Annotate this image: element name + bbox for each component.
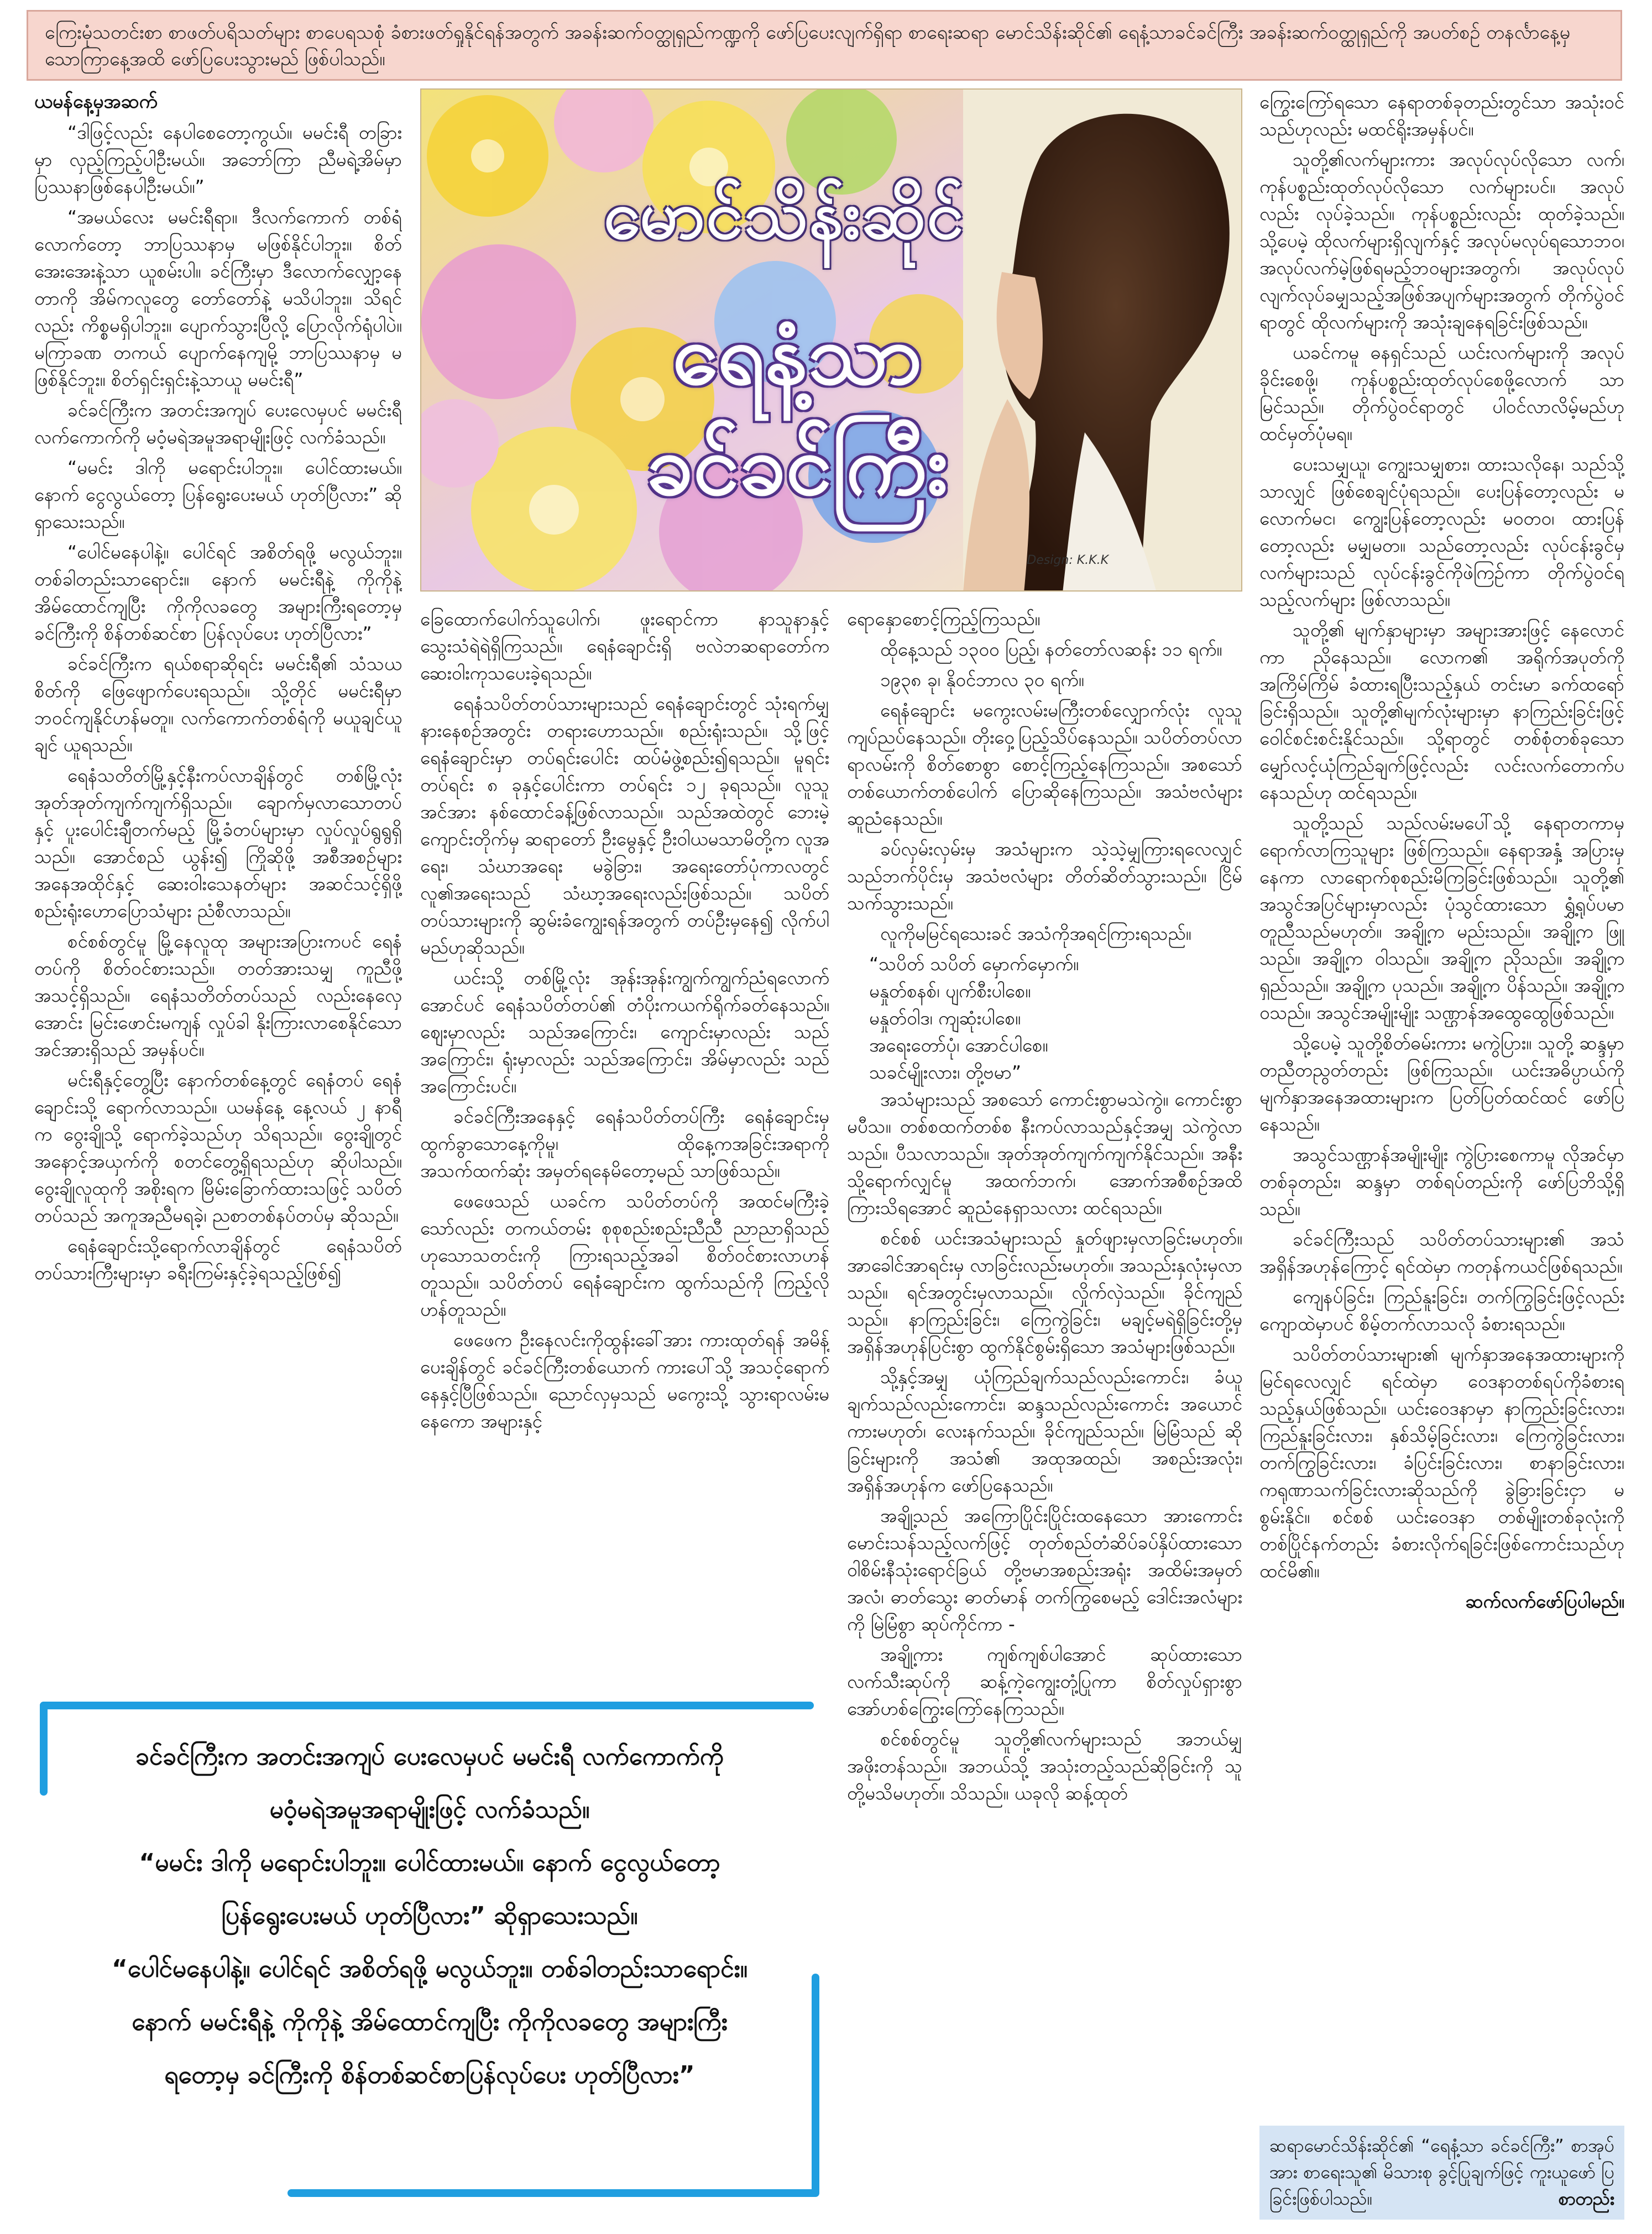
paragraph: သို့ပေမဲ့ သူတို့စိတ်ဓမ်းကား မကွဲပြား။ သူတို့ ဆန္ဒမှာ တညီတညွတ်တည်း ဖြစ်ကြသည်။ ယင်းအဓိပ္ပာယ်ကို မျက်နှာအနေအထားများက ပြတ်ပြတ်ထင်ထင် ဖော်ပြနေသည်။ <box>1259 1032 1624 1135</box>
paragraph: ထိုနေ့သည် ၁၃၀၀ ပြည့်၊ နတ်တော်လဆန်း ၁၁ ရက်။ <box>880 639 1222 660</box>
pullquote-line: “ပေါင်မနေပါနဲ့။ ပေါင်ရင် အစိတ်ရဖို့ မလွယ်ဘူး။ တစ်ခါတည်းသာရောင်း။ <box>111 1955 748 1983</box>
pullquote-line: ခင်ခင်ကြီးက အတင်းအကျပ် ပေးလေမှပင် မမင်းရီ လက်ကောက်ကို <box>135 1743 724 1771</box>
paragraph: ဖေဖေသည် ယခင်က သပိတ်တပ်ကို အထင်မကြီးခဲ့သော်လည်း တကယ်တမ်း စုစုစည်းစည်းညီညီ ညာညာရှိသည်ဟုသောသတင်းကို ကြားရသည့်အခါ စိတ်ဝင်စားလာဟန်တူသည်။ သပိတ်တပ် ရေနံချောင်းက ထွက်သည်ကို ကြည့်လိုဟန်တူသည်။ <box>420 1190 829 1320</box>
pull-quote <box>40 1708 819 2195</box>
to-be-continued: ဆက်လက်ဖော်ပြပါမည်။ <box>1465 1591 1624 1612</box>
permission-credit-box <box>1259 2126 1624 2220</box>
story-title-line: ရေနံ့သာ <box>672 307 922 403</box>
paragraph: အချို့ကား ကျစ်ကျစ်ပါအောင် ဆုပ်ထားသော လက်သီးဆုပ်ကို ဆန့်ကဲ့ကျွေးတုံ့ပြုကာ စိတ်လှုပ်ရှားစွာ အော်ဟစ်ကြွေးကြော်နေကြသည်။ <box>847 1644 1242 1719</box>
slogan-line: မနှုတ်ဝါဒ၊ ကျဆုံးပါစေ။ <box>869 1007 1021 1029</box>
pullquote-line: ရတော့မှ ခင်ကြီးကို စိန်တစ်ဆင်စာပြန်လုပ်ပေး ဟုတ်ပြီလား” <box>164 2061 695 2089</box>
paragraph: ရေနံသပိတ်တပ်သားများသည် ရေနံချောင်းတွင် သုံးရက်မျှ နားနေစဉ်အတွင်း တရားဟောသည်။ စည်းရုံးသည်။ သို့ဖြင့် ရေနံချောင်းမှာ တပ်ရင်းပေါင်း ထပ်မံဖွဲ့စည်း၍ရသည်။ မူရင်းတပ်ရင်း ၈ ခုနှင့်ပေါင်းကာ တပ်ရင်း ၁၂ ခုရသည်။ လူသူအင်အား နစ်ထောင်ခန့်ဖြစ်လာသည်။ သည်အထဲတွင် ဘေးမဲ့ကျောင်းတိုက်မှ ဆရာတော် ဦးမွေနှင့် ဦးဝါယမသာမိတို့က လူအရေး၊ သံဃာအရေး မခွဲခြား၊ အရေးတော်ပုံကာလတွင် လူ၏အရေးသည် သံဃာ့အရေးလည်းဖြစ်သည်။ သပိတ်တပ်သားများကို ဆွမ်းခံကျွေးရန်အတွက် တပ်ဦးမှနေ၍ လိုက်ပါမည်ဟုဆိုသည်။ <box>420 693 829 958</box>
paragraph: သို့နှင့်အမျှ ယုံကြည်ချက်သည်လည်းကောင်း၊ ခံယူချက်သည်လည်းကောင်း၊ ဆန္ဒသည်လည်းကောင်း အယောင်ကားမဟုတ်၊ လေးနက်သည်။ ခိုင်ကျည်သည်။ မြဲမြံသည် ဆိုခြင်းများကို အသံ၏ အထုအထည်၊ အစည်းအလုံး၊ အရှိန်အဟုန်က ဖော်ပြနေသည်။ <box>847 1366 1242 1496</box>
paragraph: ကျေနပ်ခြင်း၊ ကြည်နူးခြင်း၊ တက်ကြွခြင်းဖြင့်လည်း ကျောထဲမှာပင် စိမ့်တက်လာသလို ခံစားရသည်။ <box>1259 1286 1624 1335</box>
slogan-line: သခင်မျိုးလား၊ တို့ဗမာ” <box>869 1061 1022 1083</box>
paragraph: သူတို့၏ မျက်နှာများမှာ အများအားဖြင့် နေလောင်ကာ ညိုနေသည်။ လောက၏ အရိုက်အပုတ်ကို အကြိမ်ကြိမ် ခံထားရပြီးသည့်နှယ် တင်းမာ ခက်ထရော်ခြင်းရှိသည်။ သူတို့၏မျက်လုံးများမှာ နာကြည်းခြင်းဖြင့် ဝေါင်စင်းစင်းနိုင်သည်။ သို့ရာတွင် တစ်စုံတစ်ခုသော မျှော်လင့်ယုံကြည်ချက်ဖြင့်လည်း လင်းလက်တောက်ပနေသည်ဟု ထင်ရသည်။ <box>1259 619 1624 803</box>
paragraph: မင်းရီနှင့်တွေ့ပြီး နောက်တစ်နေ့တွင် ရေနံတပ် ရေနံချောင်းသို့ ရောက်လာသည်။ ယမန်နေ့ နေ့လယ် ၂ နာရီက ဝွေးချိုသို့ ရောက်ခဲ့သည်ဟု သိရသည်။ ဝွေးချိုတွင် အနောင့်အယှက်ကို စတင်တွေ့ရှိရသည်ဟု ဆိုပါသည်။ ဝွေးချိုလူထုကို အစိုးရက မြိမ်းခြောက်ထားသဖြင့် သပိတ်တပ်သည် အကူအညီမရခဲ့၊ ညစာတစ်နပ်တပ်မှ ဆိုသည်။ <box>34 1069 402 1226</box>
design-credit: Design: K.K.K <box>1027 553 1109 567</box>
paragraph: ခင်ခင်ကြီးက အတင်းအကျပ် ပေးလေမှပင် မမင်းရီ လက်ကောက်ကို မဝံ့မရဲအမူအရာမျိုးဖြင့် လက်ခံသည်။ <box>34 399 402 448</box>
pullquote-line: ပြန်ရွေးပေးမယ် ဟုတ်ပြီလား” ဆိုရှာသေးသည်။ <box>221 1902 638 1930</box>
editor-signoff: စာတည်း <box>1558 2188 1614 2209</box>
paragraph: ပေးသမျှယူ၊ ကျွေးသမျှစား၊ ထားသလိုနေ၊ သည်သို့သာလျှင် ဖြစ်စေချင်ပုံရသည်။ ပေးပြန်တော့လည်း မလောက်မင၊ ကျွေးပြန်တော့လည်း မဝတဝ၊ ထားပြန်တော့လည်း မမျှမတ။ သည်တော့လည်း လုပ်ငန်းခွင်မှ လက်များသည် လုပ်ငန်းခွင်ကိုဖဲကြဉ်ကာ တိုက်ပွဲဝင်ရသည့်လက်များ ဖြစ်လာသည်။ <box>1259 453 1624 610</box>
paragraph: အသွင်သဏ္ဌာန်အမျိုးမျိုး ကွဲပြားစေကာမူ လိုအင်မှာ တစ်ခုတည်း၊ ဆန္ဒမှာ တစ်ရပ်တည်းကို ဖော်ပြဘိသို့ရှိသည်။ <box>1259 1144 1624 1220</box>
paragraph: ရောနှောစောင့်ကြည့်ကြသည်။ <box>847 608 1041 630</box>
paragraph: သူတို့၏လက်များကား အလုပ်လုပ်လိုသော လက်၊ ကုန်ပစ္စည်းထုတ်လုပ်လိုသော လက်များပင်။ အလုပ်လည်း လုပ်ခဲ့သည်။ ကုန်ပစ္စည်းလည်း ထုတ်ခဲ့သည်။ သို့ပေမဲ့ ထိုလက်များရှိလျက်နှင့် အလုပ်မလုပ်ရသောဘဝ၊ အလုပ်လက်မဲ့ဖြစ်ရမည့်ဘဝများအတွက်၊ အလုပ်လုပ်လျက်လုပ်ခမျှသည့်အဖြစ်အပျက်များအတွက် တိုက်ပွဲဝင်ရာတွင် ထိုလက်များကို အသုံးချနေရခြင်းဖြစ်သည်။ <box>1259 149 1624 333</box>
story-title <box>548 300 1046 521</box>
pullquote-line: မဝံ့မရဲအမူအရာမျိုးဖြင့် လက်ခံသည်။ <box>269 1796 590 1824</box>
paragraph: သူတို့သည် သည်လမ်းမပေါ်သို့ နေရာတကာမှ ရောက်လာကြသူများ ဖြစ်ကြသည်။ နေရာအနှံ့ အပြားမှနေကာ လာရောက်စုစည်းမိကြခြင်းဖြစ်သည်။ သူတို့၏ အသွင်အပြင်များမှာလည်း ပုံသွင်ထားသော ရွှံ့ရုပ်ပမာ တူညီသည်မဟုတ်။ အချို့က မည်းသည်။ အချို့က ဖြူသည်။ အချို့က ဝါသည်။ အချို့က ညိုသည်။ အချို့က ရှည်သည်။ အချို့က ပုသည်။ အချို့က ပိန်သည်။ အချို့က ဝသည်။ အသွင်အမျိုးမျိုး သဏ္ဌာန်အထွေထွေဖြစ်သည်။ <box>1259 812 1624 1023</box>
column-3 <box>847 605 1242 2220</box>
paragraph: ခပ်လှမ်းလှမ်းမှ အသံများက သဲ့သဲ့မျှကြားရလေလျှင် သည်ဘက်ပိုင်းမှ အသံဗလံများ တိတ်ဆိတ်သွားသည်။ ငြိမ်သက်သွားသည်။ <box>847 838 1242 914</box>
slogan-line: အရေးတော်ပုံ၊ အောင်ပါစေ။ <box>869 1034 1048 1056</box>
paragraph: စင်စစ် ယင်းအသံများသည် နှုတ်ဖျားမှလာခြင်းမဟုတ်။ အာခေါင်အာရင်းမှ လာခြင်းလည်းမဟုတ်။ အသည်းနှလုံးမှလာသည်။ ရင်အတွင်းမှလာသည်။ လှိုက်လှဲသည်။ ခိုင်ကျည်သည်။ နာကြည်းခြင်း၊ ကြေကွဲခြင်း၊ မချင့်မရဲရှိခြင်းတို့မှ အရှိန်အဟုန်ပြင်းစွာ ထွက်နိုင်စွမ်းရှိသော အသံများဖြစ်သည်။ <box>847 1227 1242 1357</box>
paragraph: စင်စစ်တွင်မူ မြို့နေလူထု အများအပြားကပင် ရေနံတပ်ကို စိတ်ဝင်စားသည်။ တတ်အားသမျှ ကူညီဖို့ အသင့်ရှိသည်။ ရေနံသတိတ်တပ်သည် လည်းနေလှေအောင်း မြင်းဖောင်းမကျန် လှုပ်ခါ နိုးကြားလာစေနိုင်သော အင်အားရှိသည် အမှန်ပင်။ <box>34 930 402 1060</box>
slogan-line: “သပိတ် သပိတ် မှောက်မှောက်။ <box>869 953 1079 975</box>
pullquote-line: နောက် မမင်းရီနဲ့ ကိုကိုနဲ့ အိမ်ထောင်ကျပြီး ကိုကိုလခတွေ အများကြီး <box>132 2008 728 2036</box>
paragraph: ရေနံချောင်း မကွေးလမ်းမကြီးတစ်လျှောက်လုံး လူသူကျပ်ညပ်နေသည်။ တိုးဝှေ့ပြည့်သိပ်နေသည်။ သပိတ်တပ်လာရာလမ်းကို စိတ်စောစွာ စောင့်ကြည့်နေကြသည်။ အစသော် တစ်ယောက်တစ်ပေါက် ပြောဆိုနေကြသည်။ အသံဗလံများ ဆူညံနေသည်။ <box>847 699 1242 829</box>
story-title-artwork <box>420 88 1242 592</box>
paragraph: အချို့သည် အကြောပြိုင်းပြိုင်းထနေသော အားကောင်းမောင်းသန်သည့်လက်ဖြင့် တုတ်စည်တံဆိပ်ခပ်နှိပ်ထားသော ဝါစိမ်းနီသုံးရောင်ခြယ် တို့ဗမာအစည်းအရုံး အထိမ်းအမှတ်အလံ၊ ဓာတ်သွေး ဓာတ်မာန် တက်ကြွစေမည့် ဒေါင်းအလံများကို မြဲမြံစွာ ဆုပ်ကိုင်ကာ - <box>847 1505 1242 1635</box>
paragraph: စင်စစ်တွင်မူ သူတို့၏လက်များသည် အဘယ်မျှ အဖိုးတန်သည်။ အဘယ်သို့ အသုံးတည့်သည်ဆိုခြင်းကို သူတို့မသိမဟုတ်။ သိသည်။ ယခုလို ဆန့်ထုတ် <box>847 1728 1242 1804</box>
paragraph: သပိတ်တပ်သားများ၏ မျက်နှာအနေအထားများကို မြင်ရလေလျှင် ရင်ထဲမှာ ဝေဒနာတစ်ရပ်ကိုခံစားရသည့်နှယ်ဖြစ်သည်။ ယင်းဝေဒနာမှာ နာကြည်းခြင်းလား၊ ကြည်နူးခြင်းလား၊ နှစ်သိမ့်ခြင်းလား၊ ကြေကွဲခြင်းလား၊ တက်ကြွခြင်းလား၊ ခံပြင်းခြင်းလား၊ စာနာခြင်းလား၊ ကရုဏာသက်ခြင်းလားဆိုသည်ကို ခွဲခြားခြင်းငှာ မစွမ်းနိုင်။ စင်စစ် ယင်းဝေဒနာ တစ်မျိုးတစ်ခုလုံးကို တစ်ပြိုင်နက်တည်း ခံစားလိုက်ရခြင်းဖြစ်ကောင်းသည်ဟု ထင်မိ၏။ <box>1259 1343 1624 1582</box>
paragraph: “ဒါဖြင့်လည်း နေပါစေတော့ကွယ်။ မမင်းရီ တခြားမှာ လှည့်ကြည့်ပါဦးမယ်။ အဘော်ကြာ ညီမရဲ့အိမ်မှာ ပြဿနာဖြစ်နေပါဦးမယ်။” <box>34 122 402 197</box>
paragraph: ခြေထောက်ပေါက်သူပေါက်၊ ဖူးရောင်ကာ နာသူနာနှင့် သွေးသံရဲရဲရှိကြသည်။ ရေနံချောင်းရှိ ဗလဲဘဆရာတော်က ဆေးဝါးကုသပေးခဲ့ရသည်။ <box>420 608 829 684</box>
paragraph: “အမယ်လေး မမင်းရီရာ။ ဒီလက်ကောက် တစ်ရံလောက်တော့ ဘာပြဿနာမှ မဖြစ်နိုင်ပါဘူး။ စိတ်အေးအေးနဲ့သာ ယူစမ်းပါ။ ခင်ကြီးမှာ ဒီလောက်လျှော့နေတာကို အိမ်ကလူတွေ တော်တော်နဲ့ မသိပါဘူး။ သိရင်လည်း ကိစ္စမရှိပါဘူး။ ပျောက်သွားပြီလို့ ပြောလိုက်ရုံပါပဲ။ မကြာခဏ တကယ် ပျောက်နေကျမို့ ဘာပြဿနာမှ မဖြစ်နိုင်ဘူး။ စိတ်ရှင်းရှင်းနဲ့သာယူ မမင်းရီ” <box>34 206 402 390</box>
paragraph: ခင်ခင်ကြီးသည် သပိတ်တပ်သားများ၏ အသံ အရှိန်အဟုန်ကြောင့် ရင်ထဲမှာ ကတုန်ကယင်ဖြစ်ရသည်။ <box>1259 1228 1624 1277</box>
paragraph: အသံများသည် အစသော် ကောင်းစွာမသဲကွဲ။ ကောင်းစွာမပီသ။ တစ်စထက်တစ်စ နီးကပ်လာသည်နှင့်အမျှ သဲကွဲလာသည်။ ပီသလာသည်။ အုတ်အုတ်ကျက်ကျက်နိုင်သည်။ အနီးသို့ရောက်လျှင်မူ အထက်ဘက်၊ အောက်အစီစဉ်အထိ ကြားသိရအောင် ဆူညံနေရှာသလား ထင်ရသည်။ <box>847 1089 1242 1218</box>
credit-text: ဆရာမောင်သိန်းဆိုင်၏ “ရေနံ့သာ ခင်ခင်ကြီး” စာအုပ်အား စာရေးသူ၏ မိသားစု ခွင့်ပြုချက်ဖြင့် ကူးယူဖော် ပြခြင်းဖြစ်ပါသည်။ <box>1269 2135 1614 2209</box>
pullquote-line: “မမင်း ဒါကို မရောင်းပါဘူး။ ပေါင်ထားမယ်။ နောက် ငွေလွယ်တော့ <box>139 1849 720 1877</box>
author-name-artwork: မောင်သိန်းဆိုင် <box>604 177 965 254</box>
continued-subhead: ယမန်နေ့မှအဆက် <box>34 91 158 113</box>
paragraph: ယခင်ကမူ ဓနရှင်သည် ယင်းလက်များကို အလုပ်ခိုင်းစေဖို့၊ ကုန်ပစ္စည်းထုတ်လုပ်စေဖို့လောက် သာမြင်သည်။ တိုက်ပွဲဝင်ရာတွင် ပါဝင်လာလိမ့်မည်ဟု ထင်မှတ်ပုံမရ။ <box>1259 342 1624 444</box>
story-title-line: ခင်ခင်ကြီး <box>646 417 948 514</box>
slogan-line: မနှုတ်စနစ်၊ ပျက်စီးပါစေ။ <box>869 980 1031 1002</box>
paragraph: ၁၉၃၈ ခု၊ နိုဝင်ဘာလ ၃၀ ရက်။ <box>880 669 1084 690</box>
paragraph: ခင်ခင်ကြီးအနေနှင့် ရေနံသပိတ်တပ်ကြီး ရေနံချောင်းမှ ထွက်ခွာသောနေ့ကိုမူ၊ ထိုနေ့ကအခြင်းအရာကို အသက်ထက်ဆုံး အမှတ်ရနေမိတော့မည် သာဖြစ်သည်။ <box>420 1106 829 1181</box>
column-1 <box>34 88 402 1659</box>
paragraph: “မမင်း ဒါကို မရောင်းပါဘူး။ ပေါင်ထားမယ်။ နောက် ငွေလွယ်တော့ ပြန်ရွေးပေးမယ် ဟုတ်ပြီလား” ဆိုရှာသေးသည်။ <box>34 457 402 532</box>
paragraph: ခင်ခင်ကြီးက ရယ်စရာဆိုရင်း မမင်းရီ၏ သံသယစိတ်ကို ဖြေဖျောက်ပေးရသည်။ သို့တိုင် မမင်းရီမှာ ဘဝင်ကျနိုင်ဟန်မတူ။ လက်ကောက်တစ်ရံကို မယူချင်ယူချင် ယူရသည်။ <box>34 653 402 756</box>
paragraph: “ပေါင်မနေပါနဲ့။ ပေါင်ရင် အစိတ်ရဖို့ မလွယ်ဘူး။ တစ်ခါတည်းသာရောင်း။ နောက် မမင်းရီနဲ့ ကိုကိုနဲ့ အိမ်ထောင်ကျပြီး ကိုကိုလခတွေ အများကြီးရတော့မှ ခင်ကြီးကို စိန်တစ်ဆင်စာ ပြန်လုပ်ပေး ဟုတ်ပြီလား” <box>34 541 402 644</box>
paragraph: ယင်းသို့ တစ်မြို့လုံး အုန်းအုန်းကျွက်ကျွက်ညံရလောက်အောင်ပင် ရေနံသပိတ်တပ်၏ တံပိုးကယက်ရိုက်ခတ်နေသည်။ ဈေးမှာလည်း သည်အကြောင်း၊ ကျောင်းမှာလည်း သည်အကြောင်း၊ ရုံးမှာလည်း သည်အကြောင်း၊ အိမ်မှာလည်း သည်အကြောင်းပင်။ <box>420 967 829 1097</box>
banner-text: ကြေးမုံသတင်းစာ စာဖတ်ပရိသတ်များ စာပေရသစုံ ခံစားဖတ်ရှုနိုင်ရန်အတွက် အခန်းဆက်ဝတ္ထုရှည်ကဏ္ဍကို ဖော်ပြပေးလျက်ရှိရာ စာရေးဆရာ မောင်သိန်းဆိုင်၏ ရေနံ့သာခင်ခင်ကြီး အခန်းဆက်ဝတ္ထုရှည်ကို အပတ်စဉ် တနင်္လာနေ့မှ သောကြာနေ့အထိ ဖော်ပြပေးသွားမည် ဖြစ်ပါသည်။ <box>45 22 1571 70</box>
column-4 <box>1259 88 1624 2112</box>
paragraph: ရေနံချောင်းသို့ရောက်လာချိန်တွင် ရေနံသပိတ်တပ်သားကြီးများမှာ ခရီးကြမ်းနှင့်ခဲ့ရသည့်ဖြစ်၍ <box>34 1235 402 1284</box>
serial-intro-banner <box>27 10 1622 81</box>
paragraph: ရေနံသတိတ်မြို့နှင့်နီးကပ်လာချိန်တွင် တစ်မြို့လုံး အုတ်အုတ်ကျက်ကျက်ရှိသည်။ ချောက်မှလာသောတပ်နှင့် ပူးပေါင်းချီတက်မည့် မြို့ခံတပ်များမှာ လှုပ်လှုပ်ရွရွရှိသည်။ အောင်စည် ယွန်း၍ ကြိုဆိုဖို့ အစီအစဉ်များ အနေအထိုင်နှင့် ဆေးဝါးသေနတ်များ အဆင်သင့်ရှိဖို့ စည်းရုံးဟောပြောသံများ ညံစီလာသည်။ <box>34 765 402 922</box>
paragraph: ဖေဖေက ဦးနေလင်းကိုထွန်းခေါ်အား ကားထုတ်ရန် အမိန့်ပေးချိန်တွင် ခင်ခင်ကြီးတစ်ယောက် ကားပေါ်သို့ အသင့်ရောက်နေနှင့်ပြီဖြစ်သည်။ ညောင်လှမှသည် မကွေးသို့ သွားရာလမ်းမနေကော အများနှင့် <box>420 1329 829 1432</box>
paragraph: လူကိုမမြင်ရသေးခင် အသံကိုအရင်ကြားရသည်။ <box>880 923 1191 944</box>
paragraph: ကြွေးကြော်ရသော နေရာတစ်ခုတည်းတွင်သာ အသုံးဝင်သည်ဟုလည်း မထင်ရိုးအမှန်ပင်။ <box>1259 91 1624 140</box>
